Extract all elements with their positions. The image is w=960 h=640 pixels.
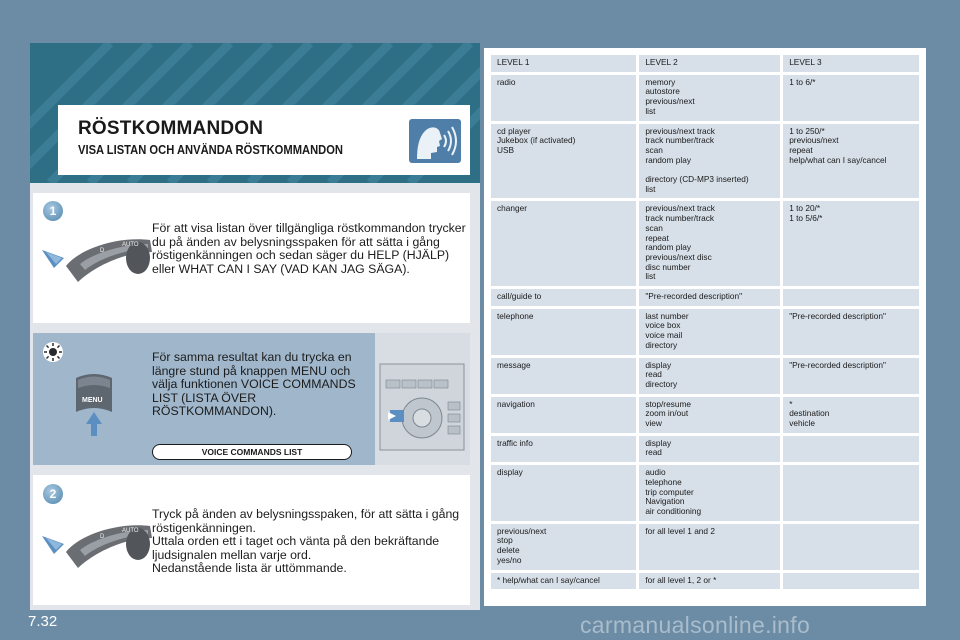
- cell-line: previous/next disc: [645, 251, 712, 262]
- cell-line: delete: [497, 545, 520, 556]
- svg-text:D: D: [100, 248, 105, 254]
- cell-line: previous/next: [789, 135, 839, 146]
- tip-sun-icon: [42, 341, 64, 363]
- cell-line: previous/next track: [645, 125, 715, 136]
- step2-text: Tryck på änden av belysningsspaken, för att sätta i gång röstigenkänningen. Uttala orden ett i taget och vänta på den bekräftande ljudsignalen mellan varje ord. Nedanstående lista är uttömmande.: [152, 507, 460, 576]
- cell-line: previous/next: [497, 525, 547, 536]
- cell-line: scan: [645, 222, 663, 233]
- cell-line: "Pre-recorded description": [789, 359, 886, 370]
- cell-line: directory: [645, 378, 678, 389]
- svg-text:AUTO: AUTO: [122, 528, 139, 534]
- table-cell: [639, 358, 783, 394]
- table-cell: [491, 75, 639, 121]
- table-cell: [783, 573, 919, 590]
- column-header: LEVEL 2: [639, 55, 783, 72]
- watermark: carmanualsonline.info: [580, 612, 811, 638]
- table-row: [491, 124, 919, 199]
- step2-number: 2: [43, 484, 63, 504]
- cell-line: audio: [645, 467, 666, 478]
- table-row: [491, 358, 919, 394]
- cell-line: stop: [497, 535, 513, 546]
- table-row: [491, 397, 919, 433]
- cell-line: list: [645, 105, 656, 116]
- cell-line: display: [497, 467, 523, 478]
- table-header-row: [491, 55, 919, 72]
- cell-line: telephone: [497, 310, 534, 321]
- cell-line: previous/next track: [645, 203, 715, 214]
- table-cell: [491, 358, 639, 394]
- tip-text: För samma resultat kan du trycka en längre stund på knappen MENU och välja funktionen VOICE COMMANDS LIST (LISTA ÖVER RÖSTKOMMANDON).: [152, 350, 356, 419]
- cell-line: trip computer: [645, 486, 694, 497]
- cell-line: view: [645, 418, 662, 429]
- table-cell: [491, 309, 639, 355]
- cell-line: list: [645, 183, 656, 194]
- menu-label: MENU: [82, 397, 103, 404]
- table-row: [491, 289, 919, 306]
- cell-line: directory: [645, 339, 678, 350]
- table-cell: [783, 397, 919, 433]
- lighting-stalk-image-2: [40, 514, 155, 574]
- cell-line: air conditioning: [645, 506, 702, 516]
- cell-line: zoom in/out: [645, 408, 689, 419]
- table-row: [491, 465, 919, 521]
- cell-line: navigation: [497, 398, 535, 409]
- cell-line: for all level 1, 2 or *: [645, 574, 717, 585]
- table-cell: [783, 124, 919, 199]
- table-cell: [491, 573, 639, 590]
- table-cell: [783, 465, 919, 521]
- table-cell: [491, 201, 639, 286]
- table-cell: [783, 289, 919, 306]
- cell-line: 1 to 5/6/*: [789, 213, 823, 224]
- table-cell: [491, 465, 639, 521]
- cell-line: "Pre-recorded description": [645, 291, 743, 302]
- cell-line: list: [645, 271, 656, 282]
- table-cell: [783, 75, 919, 121]
- cell-line: vehicle: [789, 418, 816, 429]
- table-row: [491, 201, 919, 286]
- cell-line: changer: [497, 203, 527, 214]
- table-cell: [491, 436, 639, 462]
- table-row: [491, 75, 919, 121]
- voice-commands-list-label: VOICE COMMANDS LIST: [152, 444, 352, 460]
- table-cell: [783, 201, 919, 286]
- cell-line: call/guide to: [497, 291, 542, 302]
- cell-line: 1 to 6/*: [789, 76, 816, 87]
- column-header: LEVEL 3: [783, 55, 919, 72]
- cell-line: scan: [645, 144, 663, 155]
- table-cell: [783, 436, 919, 462]
- table-row: [491, 436, 919, 462]
- table-row: [491, 524, 919, 570]
- table-cell: [491, 397, 639, 433]
- cell-line: USB: [497, 144, 515, 155]
- step1-number: 1: [43, 201, 63, 221]
- cell-line: telephone: [645, 476, 682, 487]
- cell-line: traffic info: [497, 437, 533, 448]
- cell-line: memory: [645, 76, 676, 87]
- radio-panel-image: [378, 362, 466, 452]
- table-row: [491, 573, 919, 590]
- table-cell: [639, 309, 783, 355]
- page-title: RÖSTKOMMANDON: [78, 118, 264, 139]
- cell-line: stop/resume: [645, 398, 691, 409]
- table-cell: [639, 201, 783, 286]
- table-cell: [639, 124, 783, 199]
- cell-line: for all level 1 and 2: [645, 525, 715, 536]
- cell-line: previous/next: [645, 96, 695, 107]
- cell-line: message: [497, 359, 531, 370]
- page-subtitle: VISA LISTAN OCH ANVÄNDA RÖSTKOMMANDON: [78, 142, 344, 157]
- cell-line: Navigation: [645, 496, 685, 507]
- cell-line: * help/what can I say/cancel: [497, 574, 600, 585]
- cell-line: disc number: [645, 261, 691, 272]
- cell-line: last number: [645, 310, 689, 321]
- table-cell: [491, 124, 639, 199]
- cell-line: *: [789, 398, 793, 409]
- cell-line: track number/track: [645, 213, 715, 224]
- menu-button-image: [72, 368, 117, 438]
- voice-command-icon: [409, 119, 461, 163]
- table-cell: [783, 358, 919, 394]
- svg-text:AUTO: AUTO: [122, 242, 139, 248]
- table-cell: [783, 309, 919, 355]
- step1-text: För att visa listan över tillgängliga röstkommandon trycker du på änden av belysningsspaken för att sätta i gång röstigenkänningen och sedan säger du HELP (HJÄLP) eller WHAT CAN I SAY (VAD KAN JAG SÄGA).: [152, 221, 466, 276]
- lighting-stalk-image: [40, 228, 155, 288]
- cell-line: autostore: [645, 86, 680, 97]
- cell-line: directory (CD-MP3 inserted): [645, 174, 749, 185]
- cell-line: read: [645, 447, 662, 458]
- cell-line: 1 to 20/*: [789, 203, 821, 214]
- cell-line: repeat: [645, 232, 669, 243]
- cell-line: destination: [789, 408, 830, 419]
- cell-line: Jukebox (if activated): [497, 135, 576, 146]
- column-header: LEVEL 1: [491, 55, 639, 72]
- cell-line: "Pre-recorded description": [789, 310, 886, 321]
- cell-line: voice mail: [645, 330, 683, 341]
- voice-commands-table: [491, 52, 919, 592]
- table-cell: [639, 465, 783, 521]
- table-cell: [639, 289, 783, 306]
- cell-line: yes/no: [497, 554, 522, 565]
- table-cell: [639, 573, 783, 590]
- cell-line: random play: [645, 154, 691, 165]
- page-number: 7.32: [28, 613, 58, 630]
- svg-text:D: D: [100, 534, 105, 540]
- cell-line: voice box: [645, 320, 681, 331]
- table-cell: [491, 289, 639, 306]
- cell-line: display: [645, 437, 672, 448]
- cell-line: random play: [645, 242, 691, 253]
- cell-line: display: [645, 359, 672, 370]
- cell-line: 1 to 250/*: [789, 125, 825, 136]
- cell-line: track number/track: [645, 135, 715, 146]
- cell-line: radio: [497, 76, 516, 87]
- table-cell: [639, 436, 783, 462]
- table-row: [491, 309, 919, 355]
- cell-line: read: [645, 369, 662, 380]
- cell-line: cd player: [497, 125, 531, 136]
- cell-line: help/what can I say/cancel: [789, 154, 887, 165]
- table-cell: [639, 75, 783, 121]
- table-cell: [783, 524, 919, 570]
- table-cell: [491, 524, 639, 570]
- table-cell: [639, 524, 783, 570]
- cell-line: repeat: [789, 144, 813, 155]
- table-cell: [639, 397, 783, 433]
